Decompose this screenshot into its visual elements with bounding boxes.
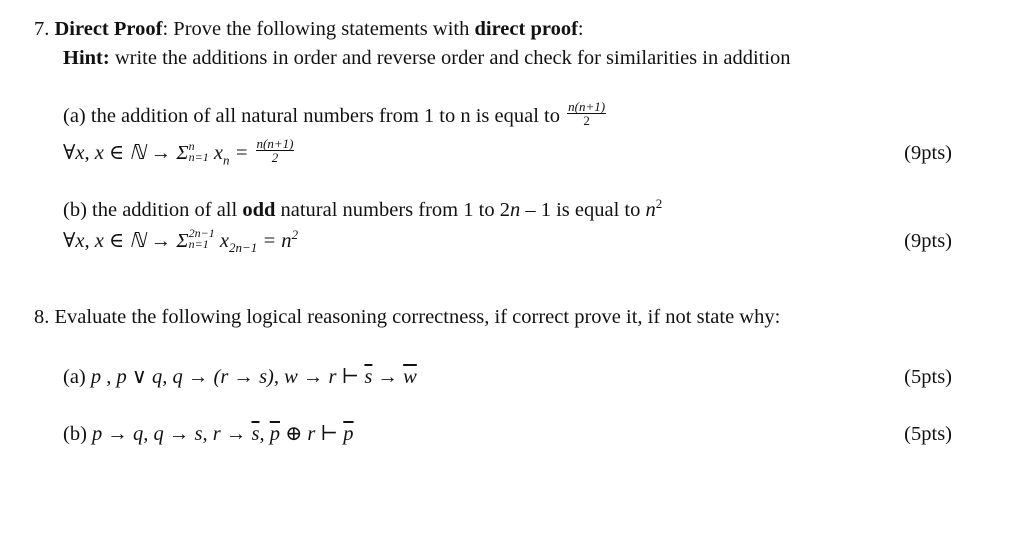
q7a-fraction-numerator: n(n+1) (568, 99, 606, 114)
q7a-formula (63, 136, 296, 168)
q8-title: Evaluate the following logical reasoning correctness, if correct prove it, if not state why: (54, 306, 781, 328)
q7-title-bold-2: direct proof (474, 18, 578, 40)
q7b-formula-start: ∀x, x ∈ ℕ → Σ (63, 230, 189, 252)
q7a-sum-lower: n=1 (188, 149, 209, 164)
q7-number: 7. (34, 18, 50, 40)
q7b-sum-limits (189, 228, 215, 250)
q8-number: 8. (34, 306, 50, 328)
q7a-label: (a) the addition of all natural numbers from 1 to n is equal to (63, 105, 560, 128)
q7-hint-label: Hint: (63, 47, 110, 69)
q7a-formula-fraction (256, 137, 295, 164)
q7b-formula-eq: = n (257, 230, 292, 252)
q7a-points: (9pts) (904, 142, 952, 164)
q8b-p-bar-2: $\overline{p}$ (343, 423, 354, 445)
q7a-formula-mid: x (208, 142, 223, 165)
q7b-formula-exp: 2 (291, 227, 299, 243)
q7-title-rest-2: : (577, 18, 584, 40)
q8a-arrow: → (372, 366, 404, 388)
q8b-comma: , (259, 423, 270, 445)
q7b-points: (9pts) (904, 230, 952, 252)
q7a-formula-fraction-numerator: n(n+1) (256, 136, 294, 151)
q7-hint-text: write the additions in order and reverse order and check for similarities in addition (109, 47, 791, 69)
q8a-w-bar: $\overline{w}$ (403, 366, 417, 388)
q7b-formula-sub: 2n−1 (228, 240, 258, 256)
q8b-label: (b) (63, 423, 93, 445)
q7-title-bold: Direct Proof (54, 18, 163, 40)
q8b-p-bar: $\overline{p}$ (269, 423, 280, 445)
q7b-label-n: n (509, 199, 521, 221)
q7a-fraction (567, 100, 606, 127)
q7-title-line (34, 17, 584, 41)
q7b-formula-mid: x (214, 230, 229, 252)
q7b-label-2: natural numbers from 1 to 2 (275, 199, 510, 221)
q8b-statement (63, 422, 354, 446)
q7a-formula-fraction-denominator: 2 (271, 150, 279, 165)
q7b-formula (63, 226, 299, 256)
q7a-formula-start: ∀x, x ∈ ℕ → Σ (63, 142, 189, 165)
q8a-statement (63, 365, 417, 389)
q7a-fraction-denominator: 2 (583, 113, 590, 128)
q7a-statement (63, 99, 608, 131)
q8b-points: (5pts) (904, 423, 952, 445)
q8a-points: (5pts) (904, 366, 952, 388)
q7b-label-1: (b) the addition of all (63, 199, 243, 221)
q8a-s-bar: $\overline{s}$ (364, 366, 373, 388)
q7b-sum-lower: n=1 (188, 237, 209, 252)
q7b-label-n2: n (645, 199, 656, 221)
q7b-statement (63, 198, 662, 222)
q7a-sum-upper: n (188, 138, 195, 153)
q7a-sum-limits (188, 138, 209, 164)
q7b-label-exp: 2 (655, 196, 663, 212)
q8b-formula-1: p → q, q → s, r → (92, 423, 252, 445)
q8a-formula: p , p ∨ q, q → (r → s), w → r ⊢ (90, 366, 365, 388)
q7a-formula-eq: = (229, 142, 254, 165)
q7b-label-3: – 1 is equal to (520, 199, 646, 221)
q7-hint-line (63, 46, 791, 70)
q8b-formula-2: ⊕ r ⊢ (279, 423, 344, 445)
q7b-label-bold: odd (242, 199, 276, 221)
q8-title-line (34, 305, 780, 329)
q7-title-rest: : Prove the following statements with (162, 18, 475, 40)
q7b-sum-upper: 2n−1 (188, 226, 215, 241)
q8b-s-bar: $\overline{s}$ (251, 423, 260, 445)
q8a-label: (a) (63, 366, 91, 388)
q7a-formula-sub: n (222, 152, 230, 168)
